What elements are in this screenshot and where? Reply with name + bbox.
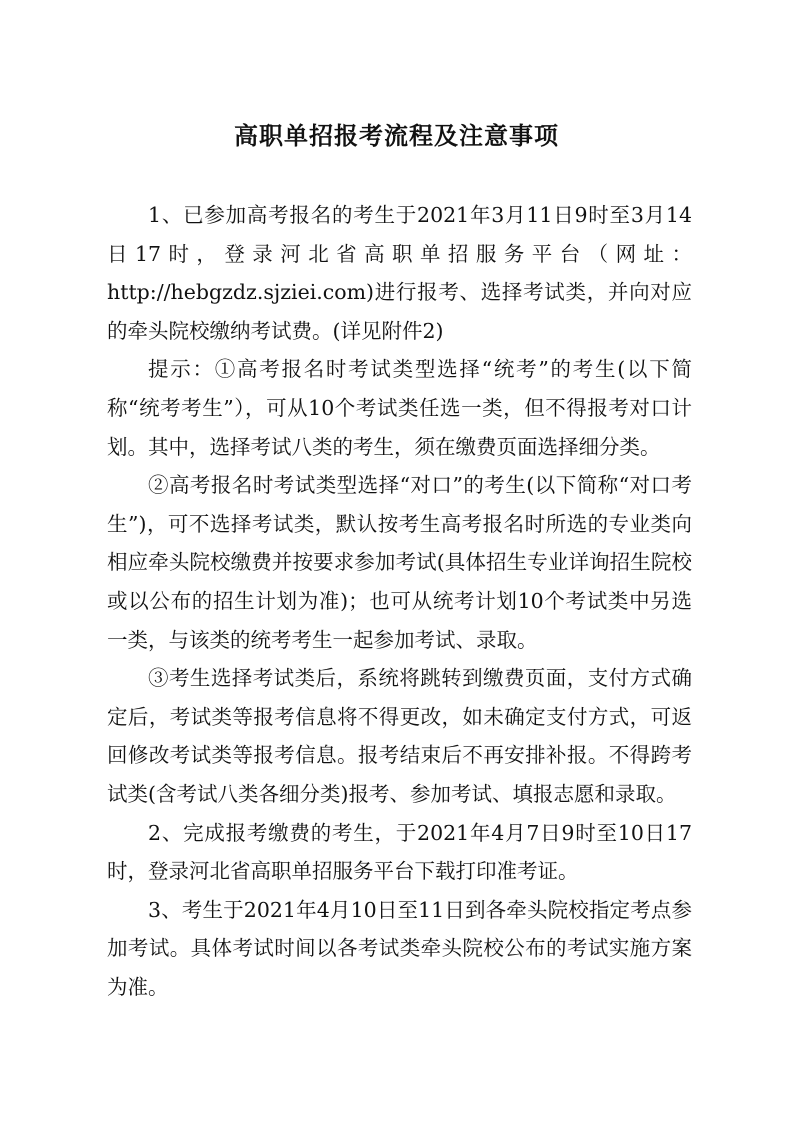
page-title: 高职单招报考流程及注意事项 <box>234 121 559 150</box>
paragraph-tip-2: ②高考报名时考试类型选择“对口”的考生(以下简称“对口考生”)，可不选择考试类，默认按考生高考报名时所选的专业类向相应牵头院校缴费并按要求参加考试(具体招生专业详询招生院校或以公布的招生计划为准)；也可从统考计划10个考试类中另选一类，与该类的统考考生一起参加考试、录取。 <box>107 473 692 652</box>
paragraph-step-2: 2、完成报考缴费的考生，于2021年4月7日9时至10日17时，登录河北省高职单招服务平台下载打印准考证。 <box>107 820 692 884</box>
paragraph-step-1: 1、已参加高考报名的考生于2021年3月11日9时至3月14日17时，登录河北省高职单招服务平台（网址：http://hebgzdz.sjziei.com)进行报考、选择考试类，并向对应的牵头院校缴纳考试费。(详见附件2) <box>107 203 692 343</box>
paragraph-tip-3: ③考生选择考试类后，系统将跳转到缴费页面，支付方式确定后，考试类等报考信息将不得更改，如未确定支付方式，可返回修改考试类等报考信息。报考结束后不再安排补报。不得跨考试类(含考试八类各细分类)报考、参加考试、填报志愿和录取。 <box>107 666 692 806</box>
paragraph-step-3: 3、考生于2021年4月10日至11日到各牵头院校指定考点参加考试。具体考试时间以各考试类牵头院校公布的考试实施方案为准。 <box>107 897 692 999</box>
document-body <box>107 196 692 1006</box>
paragraph-tip-1: 提示：①高考报名时考试类型选择“统考”的考生(以下简称“统考考生”），可从10个考试类任选一类，但不得报考对口计划。其中，选择考试八类的考生，须在缴费页面选择细分类。 <box>107 357 692 459</box>
